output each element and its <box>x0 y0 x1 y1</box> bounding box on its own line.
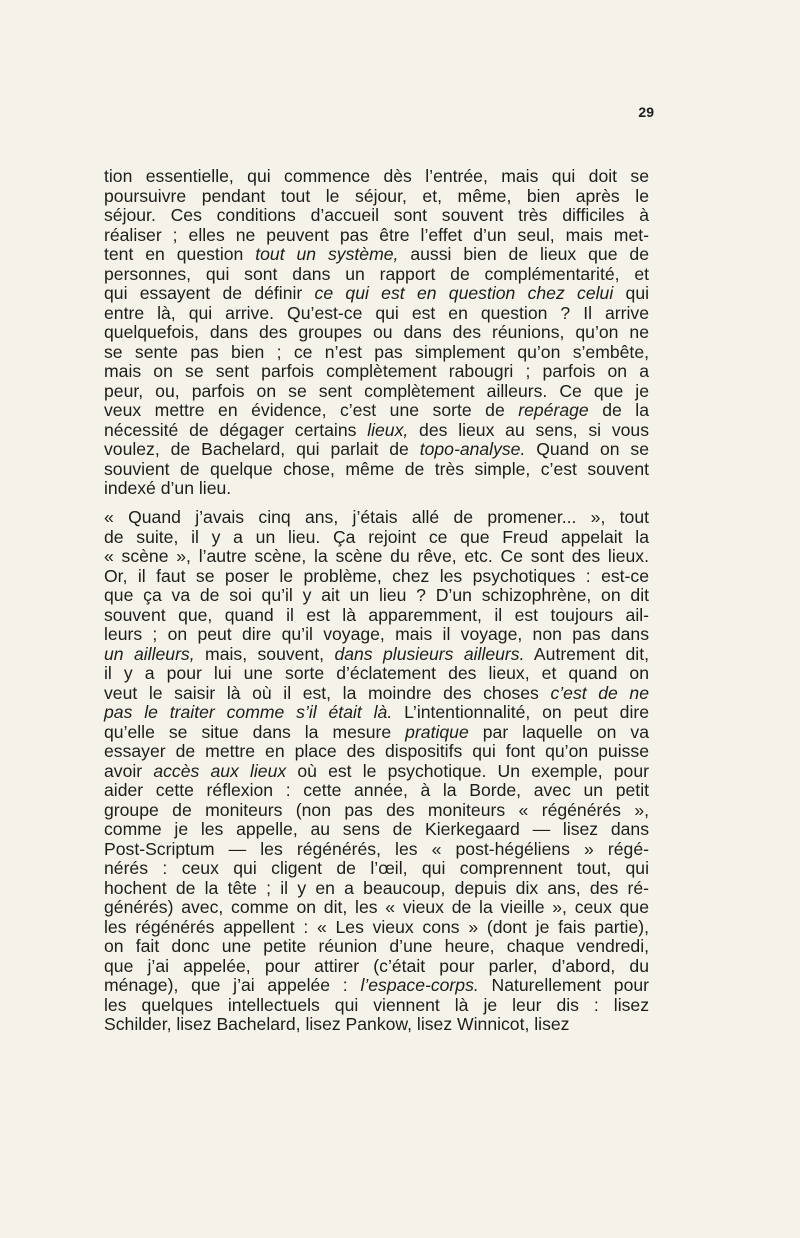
text-line <box>104 762 649 782</box>
text-line <box>104 460 649 480</box>
text-segment: quelquefois, dans des groupes ou dans des réunions, qu’on ne <box>104 322 649 342</box>
text-segment: Naturellement pour <box>478 975 649 995</box>
italic-text: ce qui est en question chez celui <box>314 283 614 303</box>
text-line <box>104 820 649 840</box>
text-segment: il y a pour lui une sorte d’éclatement des lieux, et quand on <box>104 663 649 683</box>
text-segment: qui essayent de définir <box>104 283 315 303</box>
text-segment: par laquelle on va <box>468 721 649 742</box>
text-line <box>104 781 649 801</box>
italic-text: lieux, <box>367 419 409 440</box>
text-segment: avoir <box>104 760 154 781</box>
italic-text: c’est de ne <box>550 682 649 703</box>
text-segment: aussi bien de lieux que de <box>398 244 649 264</box>
text-segment: Quand on se <box>525 439 649 459</box>
text-segment: de la <box>588 400 649 420</box>
text-line <box>104 284 649 304</box>
text-line <box>104 976 649 996</box>
text-segment: leurs ; on peut dire qu’il voyage, mais il voyage, non pas dans <box>104 624 649 644</box>
text-segment: Post-Scriptum — les régénérés, les « post-hégéliens » régé- <box>104 838 649 859</box>
italic-text: accès aux lieux <box>153 760 287 781</box>
text-line <box>104 226 649 246</box>
text-line <box>104 167 649 187</box>
text-line <box>104 918 649 938</box>
text-segment: comme je les appelle, au sens de Kierkegaard — lisez dans <box>104 819 649 839</box>
text-segment: qui <box>613 283 650 303</box>
text-line <box>104 440 649 460</box>
text-segment: veux mettre en évidence, c’est une sorte de <box>104 400 519 420</box>
text-segment: L’intentionnalité, on peut dire <box>392 702 650 722</box>
text-line <box>104 723 649 743</box>
text-line <box>104 996 649 1016</box>
italic-text: pas le traiter comme s’il était là. <box>104 702 393 722</box>
text-segment: ménage), que j’ai appelée : <box>104 975 361 995</box>
text-segment: que j’ai appelée, pour attirer (c’était pour parler, d’abord, du <box>104 955 649 976</box>
text-line <box>104 187 649 207</box>
text-segment: Or, il faut se poser le problème, chez les psychotiques : est-ce <box>104 565 649 586</box>
italic-text: dans plusieurs ailleurs. <box>334 643 525 664</box>
italic-text: tout un système, <box>255 244 399 264</box>
text-segment: Schilder, lisez Bachelard, lisez Pankow, lisez Winnicot, lisez <box>104 1014 570 1034</box>
text-segment: hochent de la tête ; il y en a beaucoup, depuis dix ans, des ré- <box>104 877 649 898</box>
text-segment: on fait donc une petite réunion d’une heure, chaque vendredi, <box>104 936 649 956</box>
text-segment: aider cette réflexion : cette année, à la Borde, avec un petit <box>104 780 649 800</box>
text-segment: où est le psychotique. Un exemple, pour <box>286 760 649 781</box>
text-line <box>104 742 649 762</box>
text-segment: séjour. Ces conditions d’accueil sont souvent très difficiles à <box>104 205 649 225</box>
text-segment: qu’elle se situe dans la mesure <box>104 721 406 742</box>
italic-text: topo-analyse. <box>419 439 526 459</box>
text-segment: souvient de quelque chose, même de très simple, c’est souvent <box>104 458 649 479</box>
text-line <box>104 606 649 626</box>
text-segment: indexé d’un lieu. <box>104 478 232 498</box>
paragraph <box>104 508 649 1035</box>
text-line <box>104 304 649 324</box>
text-line <box>104 840 649 860</box>
text-segment: groupe de moniteurs (non pas des moniteurs « régénérés », <box>104 799 649 820</box>
text-segment: entre là, qui arrive. Qu’est-ce qui est en question ? Il arrive <box>104 302 649 323</box>
text-line <box>104 206 649 226</box>
text-segment: mais, souvent, <box>194 643 335 664</box>
text-segment: des lieux au sens, si vous <box>408 419 650 440</box>
text-segment: « Quand j’avais cinq ans, j’étais allé de promener... », tout <box>104 507 649 527</box>
text-line <box>104 879 649 899</box>
text-line <box>104 625 649 645</box>
text-line <box>104 479 649 499</box>
text-segment: se sente pas bien ; ce n’est pas simplement qu’on s’embête, <box>104 341 649 362</box>
text-segment: « scène », l’autre scène, la scène du rêve, etc. Ce sont des lieux. <box>104 546 649 566</box>
text-line <box>104 547 649 567</box>
text-segment: peur, ou, parfois on se sent complètement ailleurs. Ce que je <box>104 380 649 401</box>
text-segment: générés) avec, comme on dit, les « vieux de la vieille », ceux que <box>104 897 649 917</box>
text-segment: personnes, qui sont dans un rapport de complémentarité, et <box>104 263 649 284</box>
text-line <box>104 645 649 665</box>
text-segment: nérés : ceux qui cligent de l’œil, qui comprennent tout, qui <box>104 858 649 878</box>
text-line <box>104 664 649 684</box>
text-segment: les quelques intellectuels qui viennent là je leur dis : lisez <box>104 994 649 1015</box>
text-line <box>104 362 649 382</box>
text-segment: tion essentielle, qui commence dès l’entrée, mais qui doit se <box>104 166 649 186</box>
text-segment: voulez, de Bachelard, qui parlait de <box>104 439 420 459</box>
text-line <box>104 1015 649 1035</box>
text-line <box>104 382 649 402</box>
text-line <box>104 859 649 879</box>
text-segment: de suite, il y a un lieu. Ça rejoint ce que Freud appelait la <box>104 526 649 547</box>
text-segment: que ça va de soi qu’il y ait un lieu ? D’un schizophrène, on dit <box>104 585 649 605</box>
italic-text: l’espace-corps. <box>360 975 479 995</box>
text-segment: Autrement dit, <box>524 643 649 664</box>
text-line <box>104 508 649 528</box>
italic-text: un ailleurs, <box>104 643 195 664</box>
text-line <box>104 401 649 421</box>
text-line <box>104 343 649 363</box>
text-line <box>104 265 649 285</box>
text-segment: réaliser ; elles ne peuvent pas être l’effet d’un seul, mais met- <box>104 224 649 245</box>
text-line <box>104 421 649 441</box>
text-line <box>104 937 649 957</box>
text-line <box>104 957 649 977</box>
text-segment: poursuivre pendant tout le séjour, et, même, bien après le <box>104 185 649 206</box>
text-line <box>104 703 649 723</box>
text-segment: nécessité de dégager certains <box>104 419 368 440</box>
text-segment: souvent que, quand il est là apparemment, il est toujours ail- <box>104 604 649 625</box>
text-segment: mais on se sent parfois complètement rabougri ; parfois on a <box>104 361 649 381</box>
text-line <box>104 528 649 548</box>
text-segment: tent en question <box>104 244 256 264</box>
paragraph <box>104 167 649 499</box>
text-line <box>104 898 649 918</box>
text-segment: les régénérés appellent : « Les vieux cons » (dont je fais partie), <box>104 916 649 937</box>
page-number: 29 <box>638 104 654 120</box>
text-line <box>104 586 649 606</box>
text-line <box>104 801 649 821</box>
text-line <box>104 245 649 265</box>
text-line <box>104 567 649 587</box>
text-segment: veut le saisir là où il est, la moindre des choses <box>104 682 551 703</box>
text-segment: essayer de mettre en place des dispositifs qui font qu’on puisse <box>104 741 649 761</box>
text-line <box>104 323 649 343</box>
text-line <box>104 684 649 704</box>
italic-text: repérage <box>518 400 589 420</box>
italic-text: pratique <box>405 721 469 742</box>
